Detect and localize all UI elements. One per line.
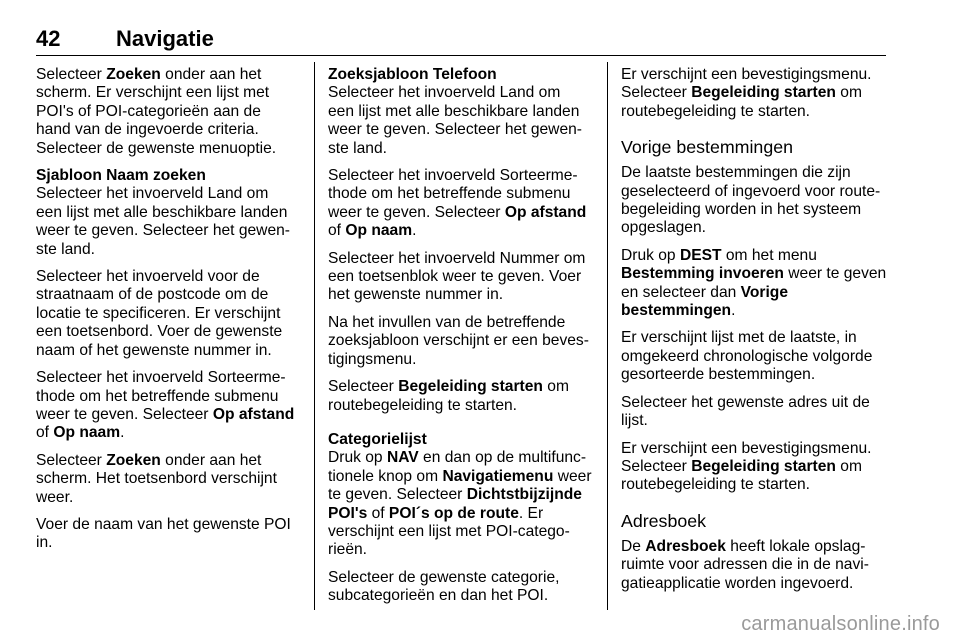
text-run: weer te geven xyxy=(783,265,887,283)
text-line xyxy=(621,103,889,121)
text-line xyxy=(621,247,889,265)
text-run: routebegeleiding te starten. xyxy=(621,476,810,494)
text-line xyxy=(621,412,889,430)
text-run: Selecteer het invoerveld Sorteerme- xyxy=(328,167,578,185)
text-run: lijst. xyxy=(621,412,648,430)
bold-term: Begeleiding starten xyxy=(398,378,543,396)
text-line xyxy=(36,268,302,286)
section-heading: Vorige bestemmingen xyxy=(621,137,793,158)
text-run: te geven. Selecteer xyxy=(328,486,467,504)
bold-term: Op afstand xyxy=(212,405,295,423)
page-header xyxy=(36,26,886,54)
text-run: . xyxy=(731,302,736,320)
text-run: en selecteer dan xyxy=(621,283,741,301)
text-run: Selecteer het gewenste adres uit de xyxy=(621,393,870,411)
text-run: Selecteer xyxy=(36,451,107,469)
text-run: . xyxy=(120,424,125,442)
text-line xyxy=(36,121,302,139)
text-line xyxy=(621,538,889,556)
text-run: thode om het betreffende submenu xyxy=(36,387,279,405)
bold-term: Begeleiding starten xyxy=(691,84,836,102)
text-line xyxy=(36,305,302,323)
text-line xyxy=(36,534,302,552)
text-run: routebegeleiding te starten. xyxy=(328,396,517,414)
text-line xyxy=(328,431,596,449)
text-line xyxy=(621,164,889,182)
paragraph xyxy=(36,452,302,507)
page-title: Navigatie xyxy=(116,26,214,51)
text-line xyxy=(36,516,302,534)
text-run: Na het invullen van de betreffende xyxy=(328,313,566,331)
text-line xyxy=(328,541,596,559)
text-run: weer te geven. Selecteer xyxy=(36,405,213,423)
text-run: of xyxy=(36,424,54,442)
text-run: zoeksjabloon verschijnt er een beves- xyxy=(328,332,589,350)
text-line xyxy=(621,265,889,283)
text-run: tionele knop om xyxy=(328,467,443,485)
text-line xyxy=(36,84,302,102)
text-line xyxy=(36,185,302,203)
text-line xyxy=(328,250,596,268)
text-line xyxy=(328,468,596,486)
text-line xyxy=(36,369,302,387)
text-run: ste land. xyxy=(36,240,95,258)
text-run: een toetsenblok weer te geven. Voer xyxy=(328,268,582,286)
bold-term: Categorielijst xyxy=(328,430,427,448)
text-run: Selecteer het invoerveld Land om xyxy=(328,84,561,102)
bold-term: Op afstand xyxy=(504,203,587,221)
text-line xyxy=(328,486,596,504)
bold-term: Adresboek xyxy=(645,537,726,555)
paragraph xyxy=(621,394,889,431)
text-line xyxy=(621,201,889,219)
text-run: ste land. xyxy=(328,139,387,157)
bold-term: POI's xyxy=(328,504,368,522)
text-line xyxy=(328,268,596,286)
bold-term: NAV xyxy=(386,449,419,467)
text-run: een toetsenbord. Voer de gewenste xyxy=(36,323,283,341)
text-run: Druk op xyxy=(621,246,680,264)
text-line xyxy=(36,103,302,121)
text-line xyxy=(328,332,596,350)
text-run: naam of het gewenste nummer in. xyxy=(36,341,272,359)
text-column-1 xyxy=(36,66,302,553)
text-line xyxy=(328,523,596,541)
text-line xyxy=(36,323,302,341)
bold-term: Navigatiemenu xyxy=(442,467,554,485)
text-run: Selecteer de gewenste categorie, xyxy=(328,568,560,586)
header-divider xyxy=(36,55,886,56)
text-run: Er verschijnt een bevestigingsmenu. xyxy=(621,439,872,457)
text-run: om xyxy=(542,378,569,396)
paragraph xyxy=(621,66,889,121)
text-run: verschijnt een lijst met POI-catego- xyxy=(328,522,570,540)
paragraph xyxy=(328,569,596,606)
text-line xyxy=(328,569,596,587)
bold-term: Zoeksjabloon Telefoon xyxy=(328,66,497,83)
text-line xyxy=(36,167,302,185)
text-line xyxy=(36,406,302,424)
text-column-2 xyxy=(328,66,596,606)
text-run: straatnaam of de postcode om de xyxy=(36,286,269,304)
bold-term: Zoeken xyxy=(106,66,161,83)
text-run: De xyxy=(621,537,646,555)
text-line xyxy=(36,424,302,442)
paragraph xyxy=(36,268,302,360)
text-run: begeleiding worden in het systeem xyxy=(621,201,862,219)
text-line xyxy=(328,587,596,605)
text-line xyxy=(328,378,596,396)
text-line xyxy=(328,140,596,158)
bold-term: Op naam xyxy=(345,222,413,240)
text-run: om xyxy=(835,84,862,102)
text-run: Selecteer xyxy=(36,66,107,83)
text-run: omgekeerd chronologische volgorde xyxy=(621,347,873,365)
text-run: weer. xyxy=(36,488,74,506)
text-line xyxy=(621,219,889,237)
text-line xyxy=(36,204,302,222)
text-line xyxy=(621,84,889,102)
text-run: . Er xyxy=(518,504,544,522)
text-run: hand van de ingevoerde criteria. xyxy=(36,121,259,139)
text-run: weer te geven. Selecteer het gewen- xyxy=(36,222,290,240)
text-line xyxy=(36,286,302,304)
text-line xyxy=(621,284,889,302)
bold-term: Op naam xyxy=(53,424,121,442)
text-column-3 xyxy=(621,66,889,593)
text-run: om xyxy=(835,457,862,475)
text-line xyxy=(621,394,889,412)
text-line xyxy=(36,222,302,240)
paragraph xyxy=(36,167,302,259)
text-line xyxy=(328,103,596,121)
text-run: gesorteerde bestemmingen. xyxy=(621,366,816,384)
paragraph xyxy=(328,250,596,305)
text-line xyxy=(328,351,596,369)
paragraph xyxy=(36,369,302,443)
bold-term: Dichtstbijzijnde xyxy=(466,486,582,504)
text-run: weer te geven. Selecteer het gewen- xyxy=(328,121,582,139)
page-number: 42 xyxy=(36,26,61,51)
text-line xyxy=(328,449,596,467)
text-run: onder aan het xyxy=(160,451,262,469)
text-line xyxy=(36,241,302,259)
text-line xyxy=(36,452,302,470)
text-line xyxy=(621,183,889,201)
text-run: subcategorieën en dan het POI. xyxy=(328,587,549,605)
text-line xyxy=(36,140,302,158)
text-run: tigingsmenu. xyxy=(328,350,417,368)
text-line xyxy=(36,489,302,507)
bold-term: Vorige xyxy=(740,283,789,301)
text-run: of xyxy=(328,222,346,240)
paragraph xyxy=(621,247,889,321)
text-run: gatieapplicatie worden ingevoerd. xyxy=(621,574,854,592)
text-line xyxy=(328,121,596,139)
text-run: Selecteer xyxy=(621,457,692,475)
paragraph xyxy=(328,431,596,560)
text-run: Selecteer het invoerveld Sorteerme- xyxy=(36,369,286,387)
text-line xyxy=(328,185,596,203)
text-run: opgeslagen. xyxy=(621,219,706,237)
text-run: Selecteer het invoerveld Land om xyxy=(36,185,269,203)
text-run: een lijst met alle beschikbare landen xyxy=(36,203,288,221)
bold-term: POI´s op de route xyxy=(388,504,519,522)
paragraph xyxy=(36,516,302,553)
watermark: carmanualsonline.info xyxy=(741,613,940,635)
text-run: routebegeleiding te starten. xyxy=(621,102,810,120)
bold-term: bestemmingen xyxy=(621,302,732,320)
paragraph xyxy=(328,167,596,241)
column-divider xyxy=(314,62,315,610)
text-line xyxy=(36,388,302,406)
text-run: scherm. Er verschijnt een lijst met xyxy=(36,84,270,102)
text-line xyxy=(36,66,302,84)
text-run: . xyxy=(412,222,417,240)
column-divider xyxy=(607,62,608,610)
text-run: weer xyxy=(553,467,592,485)
text-line xyxy=(621,476,889,494)
bold-term: Bestemming invoeren xyxy=(621,265,784,283)
text-run: Er verschijnt lijst met de laatste, in xyxy=(621,329,857,347)
text-run: en dan op de multifunc- xyxy=(418,449,587,467)
text-line xyxy=(328,286,596,304)
text-run: een lijst met alle beschikbare landen xyxy=(328,102,580,120)
paragraph xyxy=(328,314,596,369)
text-line xyxy=(328,84,596,102)
paragraph xyxy=(328,66,596,158)
bold-term: Zoeken xyxy=(106,451,161,469)
section-heading: Adresboek xyxy=(621,510,707,531)
text-line xyxy=(621,440,889,458)
text-line xyxy=(621,302,889,320)
text-run: scherm. Het toetsenbord verschijnt xyxy=(36,470,277,488)
paragraph xyxy=(36,66,302,158)
paragraph xyxy=(621,538,889,593)
text-line xyxy=(36,342,302,360)
text-run: om het menu xyxy=(721,246,817,264)
paragraph xyxy=(328,378,596,415)
text-line xyxy=(621,348,889,366)
text-run: Selecteer het invoerveld Nummer om xyxy=(328,249,586,267)
text-line xyxy=(36,470,302,488)
text-run: Selecteer xyxy=(621,84,692,102)
text-run: Selecteer xyxy=(328,378,399,396)
text-run: De laatste bestemmingen die zijn xyxy=(621,164,851,182)
text-run: rieën. xyxy=(328,541,368,559)
text-run: Druk op xyxy=(328,449,387,467)
text-run: of xyxy=(367,504,389,522)
text-run: Selecteer de gewenste menuoptie. xyxy=(36,139,277,157)
paragraph xyxy=(621,329,889,384)
text-line xyxy=(621,458,889,476)
bold-term: Sjabloon Naam zoeken xyxy=(36,167,206,185)
text-run: geselecteerd of ingevoerd voor route- xyxy=(621,182,881,200)
text-line xyxy=(328,167,596,185)
text-run: locatie te specificeren. Er verschijnt xyxy=(36,304,281,322)
text-run: onder aan het xyxy=(160,66,262,83)
text-run: weer te geven. Selecteer xyxy=(328,203,505,221)
text-run: thode om het betreffende submenu xyxy=(328,185,571,203)
text-run: Voer de naam van het gewenste POI xyxy=(36,515,291,533)
paragraph xyxy=(621,164,889,238)
text-run: Selecteer het invoerveld voor de xyxy=(36,268,260,286)
paragraph xyxy=(621,440,889,495)
text-line xyxy=(621,66,889,84)
text-line xyxy=(621,366,889,384)
text-line xyxy=(328,204,596,222)
text-line xyxy=(621,329,889,347)
bold-term: DEST xyxy=(679,246,722,264)
text-line xyxy=(621,556,889,574)
text-run: heeft lokale opslag- xyxy=(725,537,866,555)
text-line xyxy=(328,314,596,332)
text-line xyxy=(328,66,596,84)
text-line xyxy=(328,222,596,240)
text-line xyxy=(621,575,889,593)
text-line xyxy=(328,505,596,523)
text-run: in. xyxy=(36,534,53,552)
text-run: ruimte voor adressen die in de navi- xyxy=(621,556,869,574)
text-run: POI's of POI-categorieën aan de xyxy=(36,102,261,120)
text-run: Er verschijnt een bevestigingsmenu. xyxy=(621,66,872,83)
text-run: het gewenste nummer in. xyxy=(328,286,504,304)
bold-term: Begeleiding starten xyxy=(691,457,836,475)
text-line xyxy=(328,397,596,415)
